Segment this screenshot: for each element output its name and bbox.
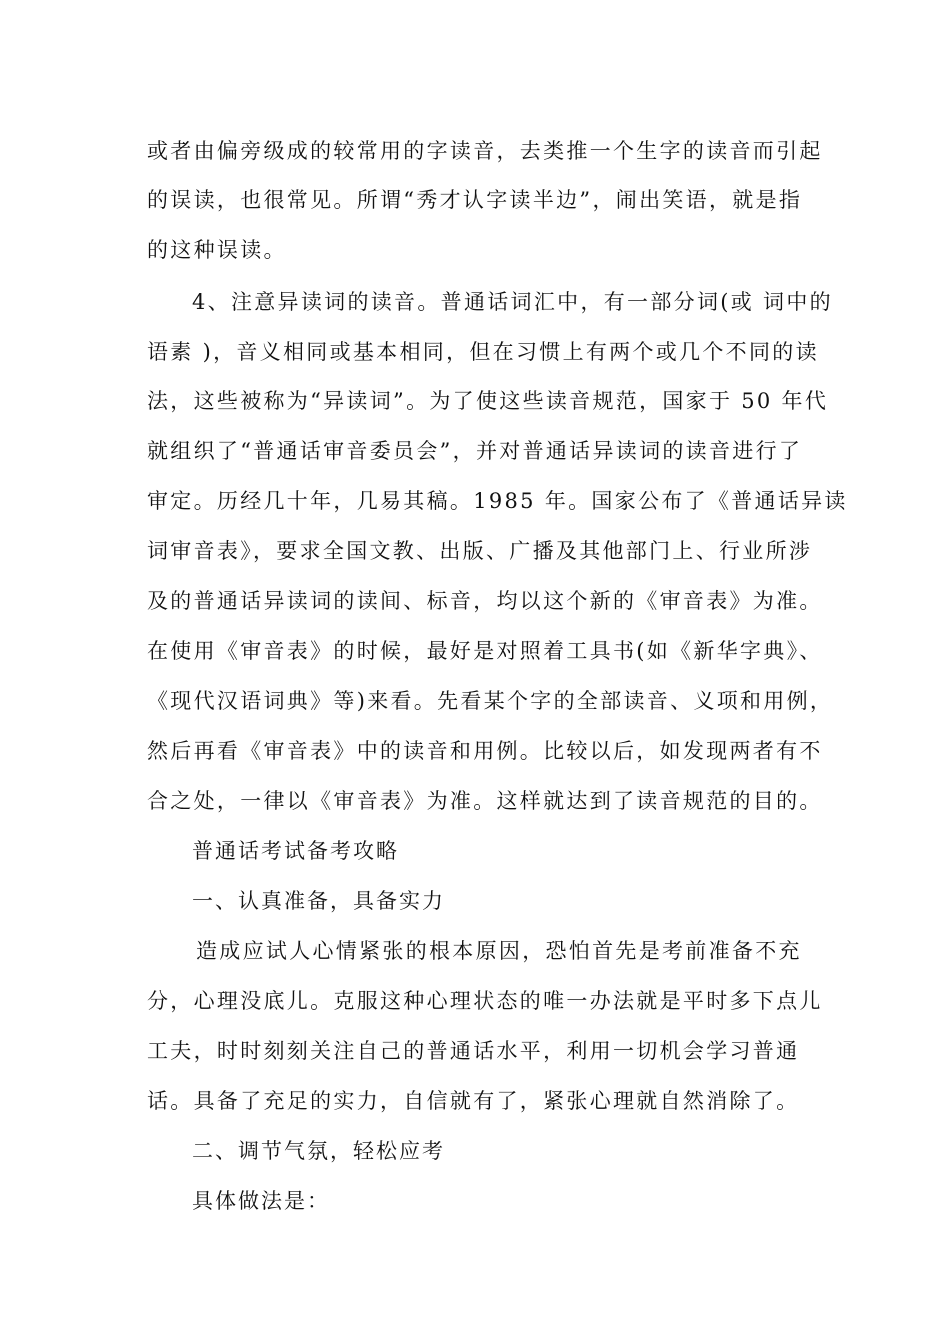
section-heading: 二、调节气氛，轻松应考	[192, 1139, 445, 1163]
text-line: 《现代汉语词典》等)来看。先看某个字的全部读音、义项和用例，	[147, 689, 834, 713]
text-line: 具体做法是：	[192, 1189, 330, 1213]
text-line: 造成应试人心情紧张的根本原因，恐怕首先是考前准备不充	[196, 939, 802, 963]
text-line: 法，这些被称为“异读词”。为了使这些读音规范，国家于 50 年代	[147, 389, 829, 413]
text-line: 及的普通话异读词的读间、标音，均以这个新的《审音表》为准。	[147, 589, 823, 613]
text-line: 话。具备了充足的实力，自信就有了，紧张心理就自然消除了。	[147, 1089, 800, 1113]
text-line: 词审音表》，要求全国文教、出版、广播及其他部门上、行业所涉	[147, 539, 813, 563]
text-line: 分，心理没底儿。克服这种心理状态的唯一办法就是平时多下点儿	[147, 989, 823, 1013]
text-line: 然后再看《审音表》中的读音和用例。比较以后，如发现两者有不	[147, 739, 823, 763]
text-line: 的这种误读。	[147, 238, 287, 262]
text-line: 的误读，也很常见。所谓“秀才认字读半边”，闹出笑语，就是指	[147, 188, 803, 212]
text-line: 或者由偏旁级成的较常用的字读音，去类推一个生字的读音而引起	[147, 139, 823, 163]
text-line: 工夫，时时刻刻关注自己的普通话水平，利用一切机会学习普通	[147, 1039, 800, 1063]
section-heading: 一、认真准备，具备实力	[192, 889, 445, 913]
text-line: 语素 )，音义相同或基本相同，但在习惯上有两个或几个不同的读	[147, 340, 819, 364]
section-heading: 普通话考试备考攻略	[192, 839, 399, 863]
text-line: 在使用《审音表》的时候，最好是对照着工具书(如《新华字典》、	[147, 639, 823, 663]
text-line: 审定。历经几十年，几易其稿。1985 年。国家公布了《普通话异读	[147, 489, 848, 513]
text-line: 合之处，一律以《审音表》为准。这样就达到了读音规范的目的。	[147, 789, 823, 813]
text-line: 就组织了“普通话审音委员会”，并对普通话异读词的读音进行了	[147, 439, 803, 463]
text-line: 4、注意异读词的读音。普通话词汇中，有一部分词(或 词中的	[192, 290, 833, 314]
